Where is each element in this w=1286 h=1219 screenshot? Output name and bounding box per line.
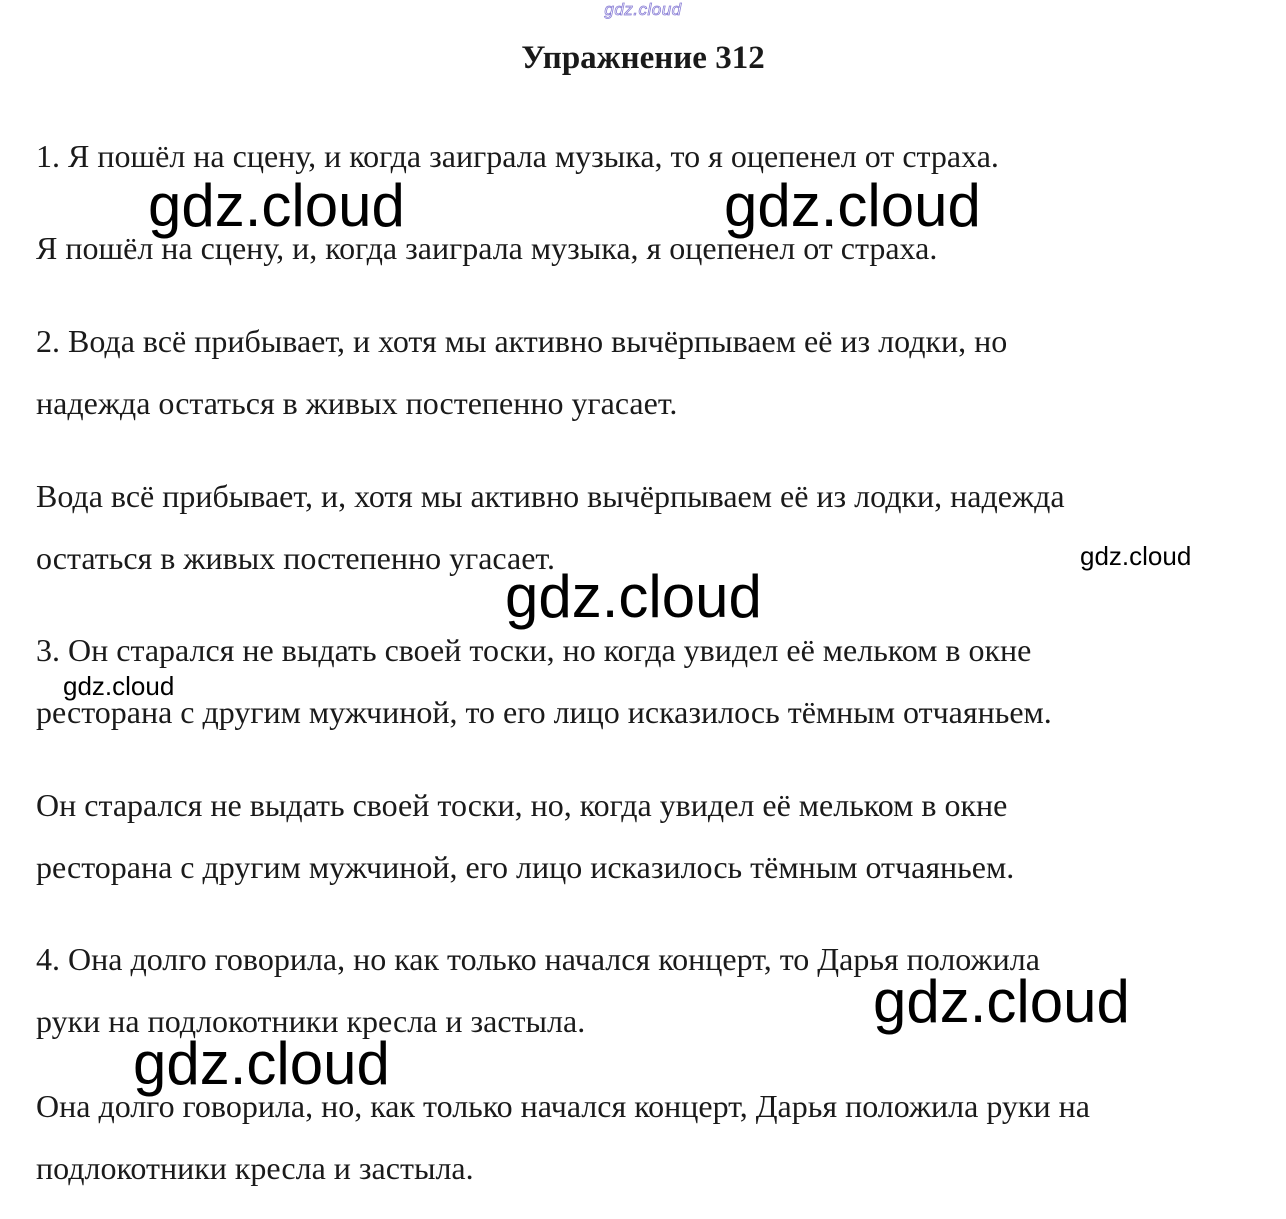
sentence-2-corrected-line-1: Вода всё прибывает, и, хотя мы активно вычёрпываем её из лодки, надежда: [36, 478, 1065, 514]
sentence-3-original-line-2: ресторана с другим мужчиной, то его лицо исказилось тёмным отчаяньем.: [36, 694, 1052, 730]
sentence-2-corrected-line-2: остаться в живых постепенно угасает.: [36, 540, 555, 576]
sentence-2-original-line-1: 2. Вода всё прибывает, и хотя мы активно вычёрпываем её из лодки, но: [36, 323, 1008, 359]
sentence-4-original-line-2: руки на подлокотники кресла и застыла.: [36, 1003, 586, 1039]
sentence-1-original: 1. Я пошёл на сцену, и когда заиграла музыка, то я оцепенел от страха.: [36, 138, 999, 174]
sentence-3-corrected-line-1: Он старался не выдать своей тоски, но, когда увидел её мельком в окне: [36, 787, 1008, 823]
exercise-title: Упражнение 312: [521, 40, 765, 76]
sentence-3-original-line-1: 3. Он старался не выдать своей тоски, но когда увидел её мельком в окне: [36, 632, 1032, 668]
watermark: gdz.cloud: [724, 172, 981, 239]
sentence-3-corrected-line-2: ресторана с другим мужчиной, его лицо исказилось тёмным отчаяньем.: [36, 849, 1015, 885]
sentence-1-corrected: Я пошёл на сцену, и, когда заиграла музыка, я оцепенел от страха.: [36, 230, 938, 266]
sentence-4-corrected-line-1: Она долго говорила, но, как только начался концерт, Дарья положила руки на: [36, 1088, 1090, 1124]
watermark: gdz.cloud: [133, 1030, 390, 1097]
watermark: gdz.cloud: [1080, 541, 1192, 571]
watermark: gdz.cloud: [63, 671, 175, 701]
watermark: gdz.cloud: [505, 563, 762, 630]
watermark: gdz.cloud: [873, 968, 1130, 1035]
sentence-2-original-line-2: надежда остаться в живых постепенно угасает.: [36, 385, 678, 421]
watermark: gdz.cloud: [148, 172, 405, 239]
site-watermark-top: gdz.cloud: [604, 0, 682, 19]
sentence-4-original-line-1: 4. Она долго говорила, но как только начался концерт, то Дарья положила: [36, 941, 1040, 977]
sentence-4-corrected-line-2: подлокотники кресла и застыла.: [36, 1150, 474, 1186]
